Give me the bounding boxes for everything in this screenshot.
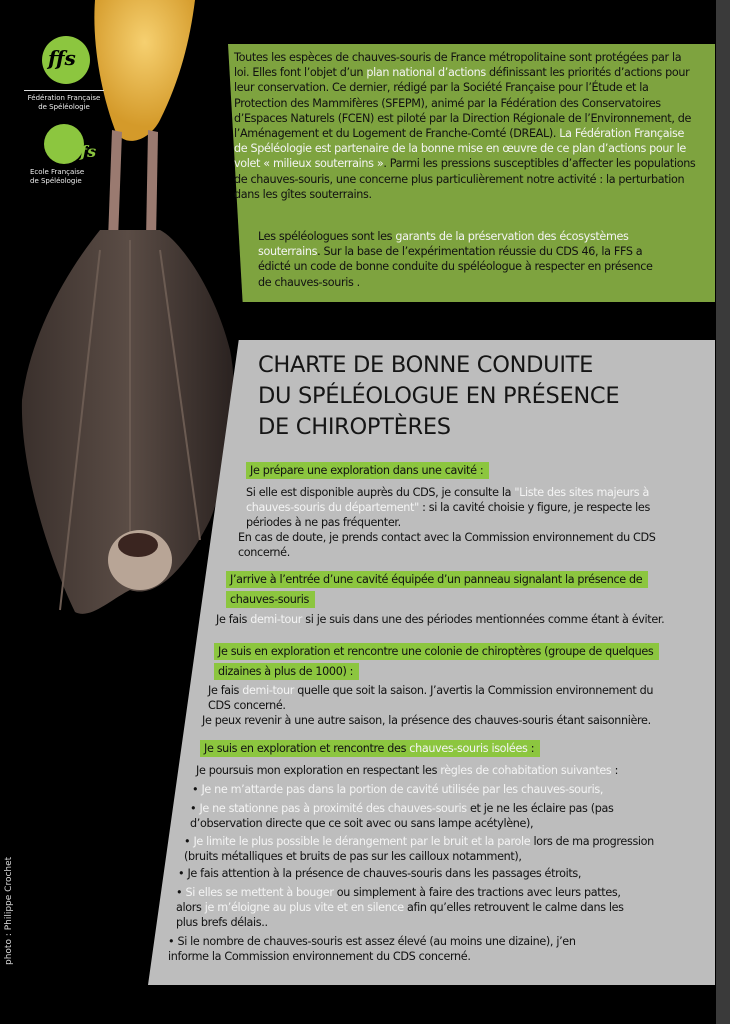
heading-highlight [200,740,540,757]
heading-highlight [214,643,659,680]
bat-leg-right [146,130,158,240]
text-segment: quelle que soit la saison. J’avertis la Commission environnement du CDS concerné. [208,684,654,713]
text-segment: Les spéléologues sont les [258,230,396,243]
intro-paragraph-1 [234,50,696,202]
heading-highlight [226,571,648,608]
text-segment: . Sur la base de l’expérimentation réussie du CDS 46, la FFS a édicté un code de bonne conduite du spéléologue à respecter en présence de chauves-souris . [258,245,653,289]
text-segment: : si la cavité choisie y figure, je respecte les périodes à ne pas fréquenter. [246,501,650,530]
highlighted-text: garants de la préservation des écosystèmes souterrains [258,230,629,259]
rule-bullet-4 [178,866,678,881]
text-segment: : [611,764,619,777]
highlighted-text: Si elles se mettent à bouger [185,886,334,899]
highlighted-text: La Fédération Française de Spéléologie est partenaire de la bonne mise en œuvre de ce plan d’actions pour le volet « milieux souterrains » [234,127,686,171]
text-segment: Je fais [216,613,251,626]
text-segment: lors de ma progression (bruits métalliques et bruits de pas sur les cailloux notamment), [184,835,654,864]
text-segment: et je ne les éclaire pas (pas d’observation directe que ce soit avec ou sans lampe acétylène), [190,802,614,831]
text-segment: • [190,802,200,815]
section-1-heading [246,461,686,481]
text-segment: si je suis dans une des périodes mentionnées comme étant à éviter. [302,613,665,626]
heading-highlight [246,462,489,479]
highlighted-text: je m’éloigne au plus vite et en silence [204,901,404,915]
efs-logo-mark: efs [70,142,97,161]
text-segment: J’arrive à l’entrée d’une cavité équipée d’un panneau signalant la présence de chauves-souris [230,573,643,606]
charter-title [258,350,619,443]
ffs-name-line1: Fédération Française [27,94,101,102]
section-1-body [246,485,676,531]
text-segment: • [176,886,186,899]
section-2-body [216,612,716,627]
title-line-2: DU SPÉLÉOLOGUE EN PRÉSENCE [258,383,620,409]
text-segment: Je prépare une exploration dans une cavité : [250,464,484,477]
text-segment: • Je fais attention à la présence de chauves-souris dans les passages étroits, [178,867,582,880]
text-segment: afin qu’elles retrouvent le calme dans les plus brefs délais.. [176,901,624,930]
highlighted-text: chauves-souris isolées [409,742,528,755]
section-4-heading [200,739,620,759]
efs-name-line1: Ecole Française [30,168,85,176]
text-segment: . Parmi les pressions susceptibles d’affecter les populations de chauves-souris, une concerne plus particulièrement notre activité : la perturbation dans les gîtes souterrains. [234,157,696,201]
rule-bullet-2 [190,801,640,831]
ffs-logo-mark: ffs [48,46,76,70]
text-segment: • [184,835,194,848]
rule-bullet-5 [176,885,636,931]
ffs-name-line2: de Spéléologie [38,103,90,111]
rule-bullet-6 [168,934,608,964]
page-edge [716,0,730,1024]
section-3-body [208,683,678,713]
intro-paragraph-2 [258,229,668,290]
efs-name-line2: de Spéléologie [30,177,82,185]
text-segment: : [527,742,535,755]
highlighted-text: plan national d’actions [366,66,486,80]
section-3-body-2 [202,713,702,728]
text-segment: Je peux revenir à une autre saison, la présence des chauves-souris étant saisonnière. [202,714,651,727]
highlighted-text: "Liste des sites majeurs à chauves-souris du département" [246,486,649,515]
text-segment: Je fais [208,684,243,697]
text-segment: • Si le nombre de chauves-souris est assez élevé (au moins une dizaine), j’en informe la Commission environnement du CDS concerné. [168,935,576,964]
text-segment: Je poursuis mon exploration en respectant les [196,764,441,777]
title-line-1: CHARTE DE BONNE CONDUITE [258,352,594,378]
text-segment: ou simplement à faire des tractions avec leurs pattes, alors [176,886,621,915]
section-2-heading [226,570,646,610]
section-1-body-2 [238,530,678,560]
highlighted-text: Je limite le plus possible le dérangement par le bruit et la parole [193,835,531,848]
text-segment: définissant les priorités d’actions pour leur conservation. Ce dernier, rédigé par la Société Française pour l’Étude et la Protection des Mammifères (SFEPM), animé par la Fédération des Conservatoires d’Espaces Naturels (FCEN) est piloté par la Direction Régionale de l’Environnement, de l’Aménagement et du Logement de Franche-Comté (DREAL). [234,66,692,141]
section-4-intro [196,763,696,778]
highlighted-text: demi-tour [250,613,303,626]
text-segment: Je suis en exploration et rencontre une colonie de chiroptères (groupe de quelques dizaines à plus de 1000) : [218,645,654,678]
bat-leg-left [108,130,122,240]
text-segment: Je suis en exploration et rencontre des [204,742,410,755]
text-segment: Toutes les espèces de chauves-souris de France métropolitaine sont protégées par la loi. Elles font l’objet d’un [234,51,682,80]
highlighted-text: Je ne stationne pas à proximité des chauves-souris [199,802,467,815]
rule-bullet-3 [184,834,664,864]
title-line-3: DE CHIROPTÈRES [258,414,451,440]
text-segment: • [192,783,202,796]
highlighted-text: règles de cohabitation suivantes [440,764,612,777]
highlighted-text: Je ne m’attarde pas dans la portion de cavité utilisée par les chauves-souris, [201,783,604,796]
text-segment: Si elle est disponible auprès du CDS, je consulte la [246,486,515,499]
stalactite [94,0,195,141]
rule-bullet-1 [192,782,692,797]
highlighted-text: demi-tour [242,684,295,697]
text-segment: En cas de doute, je prends contact avec la Commission environnement du CDS concerné. [238,531,656,560]
photo-credit: photo : Philippe Crochet [4,856,14,965]
section-3-heading [214,642,694,682]
